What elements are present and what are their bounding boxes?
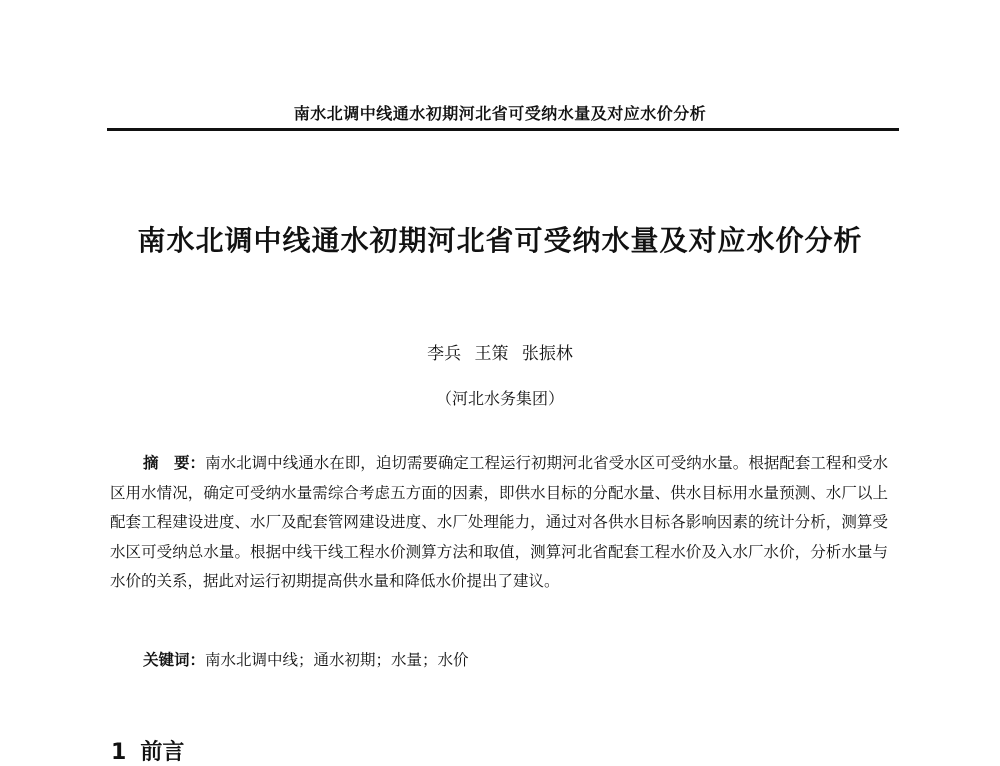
authors: 李兵 王策 张振林 (427, 344, 573, 364)
keywords-label: 关键词： (143, 651, 206, 669)
abstract-label: 摘 要： (143, 454, 206, 472)
affiliation: （河北水务集团） (435, 389, 564, 408)
abstract (110, 449, 888, 597)
keywords-text: 南水北调中线；通水初期；水量；水价 (205, 651, 469, 669)
abstract-text: 南水北调中线通水在即，迫切需要确定工程运行初期河北省受水区可受纳水量。根据配套工程和受水区用水情况，确定可受纳水量需综合考虑五方面的因素，即供水目标的分配水量、供水目标用水量预测、水厂以上配套工程建设进度、水厂及配套管网建设进度、水厂处理能力，通过对各供水目标各影响因素的统计分析，测算受水区可受纳总水量。根据中线干线工程水价测算方法和取值，测算河北省配套工程水价及入水厂水价，分析水量与水价的关系，据此对运行初期提高供水量和降低水价提出了建议。 (110, 454, 888, 590)
header-rule (107, 128, 899, 131)
section-heading (111, 735, 198, 766)
section-number: 1 (111, 740, 127, 765)
paper-title: 南水北调中线通水初期河北省可受纳水量及对应水价分析 (137, 224, 863, 257)
running-header: 南水北调中线通水初期河北省可受纳水量及对应水价分析 (293, 104, 707, 123)
keywords (143, 648, 469, 670)
section-title: 前言 (140, 740, 185, 765)
